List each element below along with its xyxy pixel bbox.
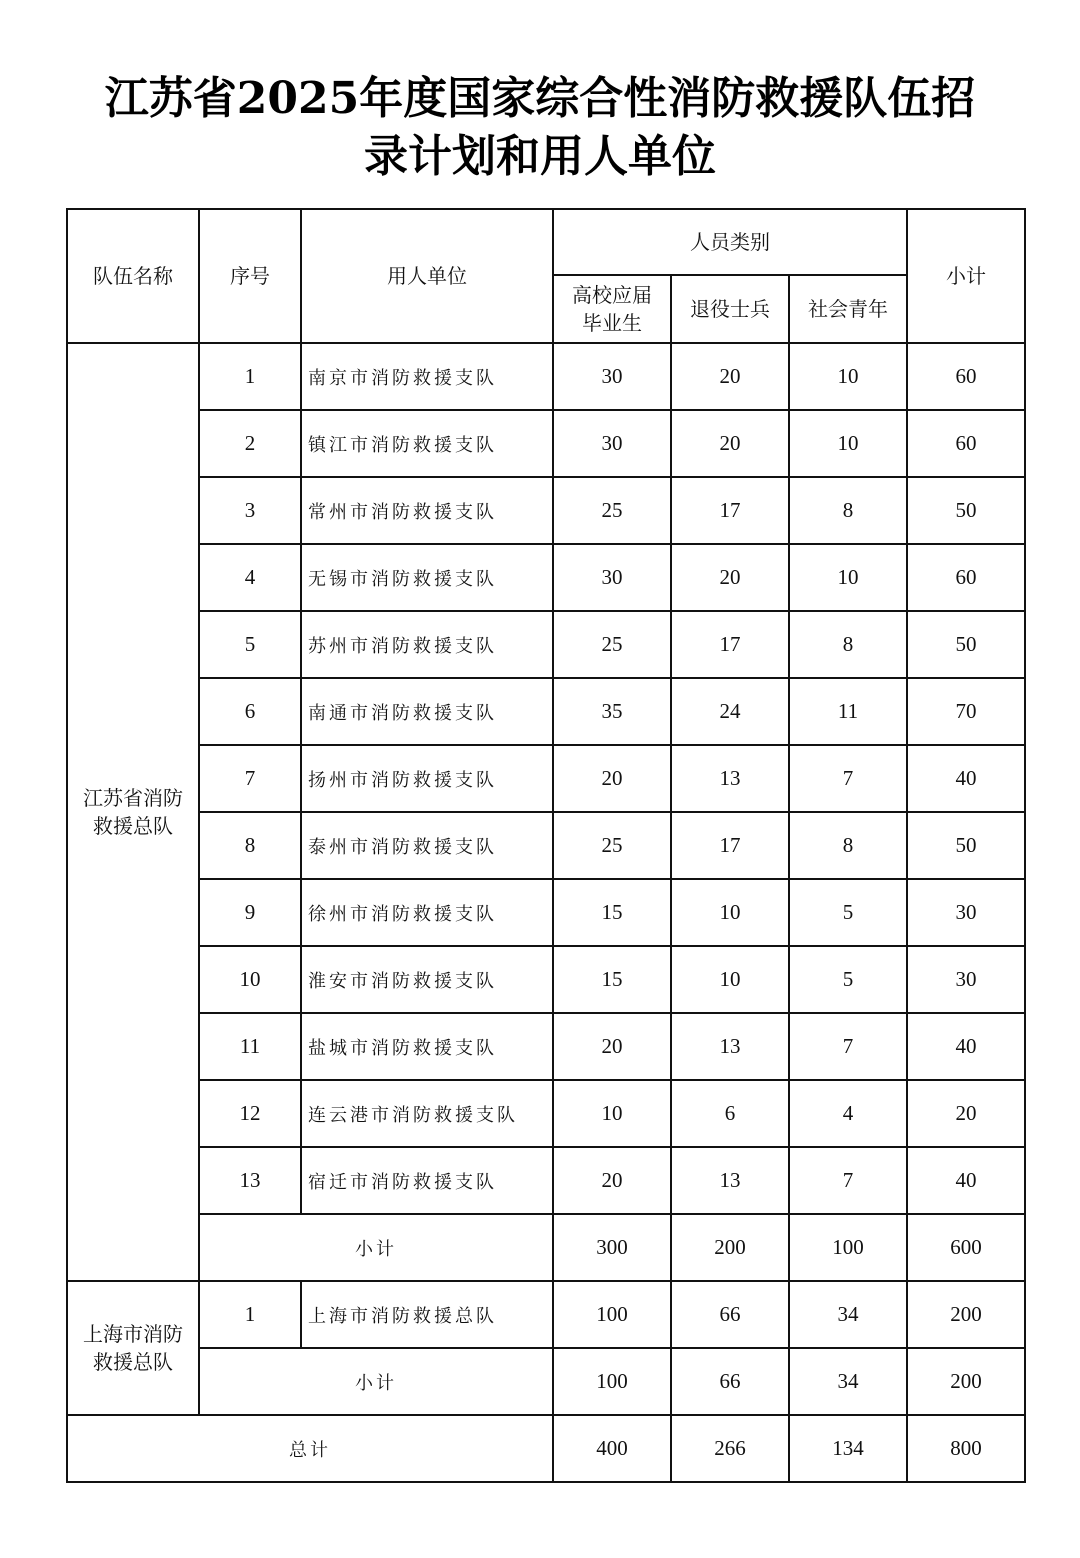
veterans-cell: 20 [671, 410, 789, 477]
graduates-cell: 30 [553, 410, 671, 477]
header-seq: 序号 [199, 209, 301, 343]
seq-cell: 6 [199, 678, 301, 745]
graduates-cell: 100 [553, 1348, 671, 1415]
unit-cell: 镇江市消防救援支队 [301, 410, 553, 477]
subtotal-cell: 200 [907, 1281, 1025, 1348]
team-name-line-2: 救援总队 [93, 1350, 173, 1374]
youth-cell: 10 [789, 544, 907, 611]
veterans-cell: 13 [671, 745, 789, 812]
table-row [67, 1080, 1025, 1147]
graduates-cell: 30 [553, 544, 671, 611]
veterans-cell: 13 [671, 1013, 789, 1080]
total-row [67, 1415, 1025, 1482]
subtotal-label: 小计 [199, 1348, 553, 1415]
subtotal-cell: 200 [907, 1348, 1025, 1415]
subtotal-cell: 70 [907, 678, 1025, 745]
unit-cell: 泰州市消防救援支队 [301, 812, 553, 879]
table-row [67, 544, 1025, 611]
table-row [67, 678, 1025, 745]
unit-cell: 苏州市消防救援支队 [301, 611, 553, 678]
seq-cell: 5 [199, 611, 301, 678]
unit-cell: 南京市消防救援支队 [301, 343, 553, 410]
title-line-2: 录计划和用人单位 [364, 131, 716, 182]
team-name-line-1: 江苏省消防 [83, 786, 183, 810]
graduates-cell: 20 [553, 745, 671, 812]
header-subtotal: 小计 [907, 209, 1025, 343]
subtotal-label: 小计 [199, 1214, 553, 1281]
subtotal-cell: 50 [907, 477, 1025, 544]
subtotal-cell: 60 [907, 544, 1025, 611]
seq-cell: 2 [199, 410, 301, 477]
veterans-cell: 17 [671, 812, 789, 879]
unit-cell: 淮安市消防救援支队 [301, 946, 553, 1013]
graduates-cell: 20 [553, 1147, 671, 1214]
veterans-cell: 20 [671, 544, 789, 611]
unit-cell: 徐州市消防救援支队 [301, 879, 553, 946]
table-row [67, 812, 1025, 879]
veterans-cell: 200 [671, 1214, 789, 1281]
graduates-cell: 300 [553, 1214, 671, 1281]
youth-cell: 7 [789, 1147, 907, 1214]
youth-cell: 134 [789, 1415, 907, 1482]
graduates-cell: 20 [553, 1013, 671, 1080]
subtotal-cell: 800 [907, 1415, 1025, 1482]
graduates-cell: 25 [553, 477, 671, 544]
subtotal-row [67, 1214, 1025, 1281]
seq-cell: 1 [199, 343, 301, 410]
unit-cell: 宿迁市消防救援支队 [301, 1147, 553, 1214]
subtotal-cell: 600 [907, 1214, 1025, 1281]
table-row [67, 611, 1025, 678]
graduates-cell: 30 [553, 343, 671, 410]
table-row [67, 477, 1025, 544]
table-row [67, 879, 1025, 946]
seq-cell: 9 [199, 879, 301, 946]
youth-cell: 7 [789, 1013, 907, 1080]
seq-cell: 1 [199, 1281, 301, 1348]
graduates-cell: 25 [553, 611, 671, 678]
header-graduates-line-1: 高校应届 [572, 283, 652, 307]
youth-cell: 5 [789, 879, 907, 946]
table-row [67, 410, 1025, 477]
youth-cell: 10 [789, 410, 907, 477]
veterans-cell: 66 [671, 1348, 789, 1415]
youth-cell: 5 [789, 946, 907, 1013]
youth-cell: 10 [789, 343, 907, 410]
seq-cell: 13 [199, 1147, 301, 1214]
header-youth: 社会青年 [789, 275, 907, 343]
subtotal-cell: 40 [907, 1013, 1025, 1080]
unit-cell: 无锡市消防救援支队 [301, 544, 553, 611]
subtotal-cell: 50 [907, 812, 1025, 879]
graduates-cell: 400 [553, 1415, 671, 1482]
team-name-cell [67, 1281, 199, 1415]
table-row [67, 1147, 1025, 1214]
youth-cell: 4 [789, 1080, 907, 1147]
youth-cell: 7 [789, 745, 907, 812]
youth-cell: 34 [789, 1281, 907, 1348]
youth-cell: 100 [789, 1214, 907, 1281]
seq-cell: 8 [199, 812, 301, 879]
seq-cell: 10 [199, 946, 301, 1013]
veterans-cell: 66 [671, 1281, 789, 1348]
graduates-cell: 15 [553, 879, 671, 946]
unit-cell: 南通市消防救援支队 [301, 678, 553, 745]
veterans-cell: 17 [671, 611, 789, 678]
header-graduates [553, 275, 671, 343]
team-name-line-1: 上海市消防 [83, 1322, 183, 1346]
unit-cell: 扬州市消防救援支队 [301, 745, 553, 812]
unit-cell: 上海市消防救援总队 [301, 1281, 553, 1348]
table-body [67, 343, 1025, 1482]
subtotal-cell: 40 [907, 1147, 1025, 1214]
document-title [40, 70, 1040, 186]
graduates-cell: 100 [553, 1281, 671, 1348]
team-name-cell [67, 343, 199, 1281]
subtotal-row [67, 1348, 1025, 1415]
youth-cell: 8 [789, 477, 907, 544]
youth-cell: 8 [789, 611, 907, 678]
unit-cell: 常州市消防救援支队 [301, 477, 553, 544]
graduates-cell: 10 [553, 1080, 671, 1147]
subtotal-cell: 60 [907, 410, 1025, 477]
subtotal-cell: 30 [907, 879, 1025, 946]
seq-cell: 11 [199, 1013, 301, 1080]
youth-cell: 11 [789, 678, 907, 745]
table-row [67, 1281, 1025, 1348]
table-row [67, 946, 1025, 1013]
unit-cell: 连云港市消防救援支队 [301, 1080, 553, 1147]
seq-cell: 3 [199, 477, 301, 544]
veterans-cell: 10 [671, 946, 789, 1013]
subtotal-cell: 30 [907, 946, 1025, 1013]
subtotal-cell: 50 [907, 611, 1025, 678]
youth-cell: 8 [789, 812, 907, 879]
header-veterans: 退役士兵 [671, 275, 789, 343]
subtotal-cell: 20 [907, 1080, 1025, 1147]
veterans-cell: 266 [671, 1415, 789, 1482]
veterans-cell: 10 [671, 879, 789, 946]
graduates-cell: 35 [553, 678, 671, 745]
header-category: 人员类别 [553, 209, 907, 275]
header-graduates-line-2: 毕业生 [582, 311, 642, 335]
graduates-cell: 15 [553, 946, 671, 1013]
veterans-cell: 6 [671, 1080, 789, 1147]
veterans-cell: 17 [671, 477, 789, 544]
seq-cell: 7 [199, 745, 301, 812]
header-unit: 用人单位 [301, 209, 553, 343]
subtotal-cell: 60 [907, 343, 1025, 410]
unit-cell: 盐城市消防救援支队 [301, 1013, 553, 1080]
table-row [67, 745, 1025, 812]
veterans-cell: 13 [671, 1147, 789, 1214]
team-name-line-2: 救援总队 [93, 814, 173, 838]
seq-cell: 4 [199, 544, 301, 611]
veterans-cell: 24 [671, 678, 789, 745]
youth-cell: 34 [789, 1348, 907, 1415]
veterans-cell: 20 [671, 343, 789, 410]
title-line-1: 江苏省2025年度国家综合性消防救援队伍招 [104, 73, 976, 124]
table-row [67, 1013, 1025, 1080]
subtotal-cell: 40 [907, 745, 1025, 812]
recruitment-plan-table [66, 208, 1026, 1483]
seq-cell: 12 [199, 1080, 301, 1147]
header-team-name: 队伍名称 [67, 209, 199, 343]
table-row [67, 343, 1025, 410]
graduates-cell: 25 [553, 812, 671, 879]
total-label: 总计 [67, 1415, 553, 1482]
